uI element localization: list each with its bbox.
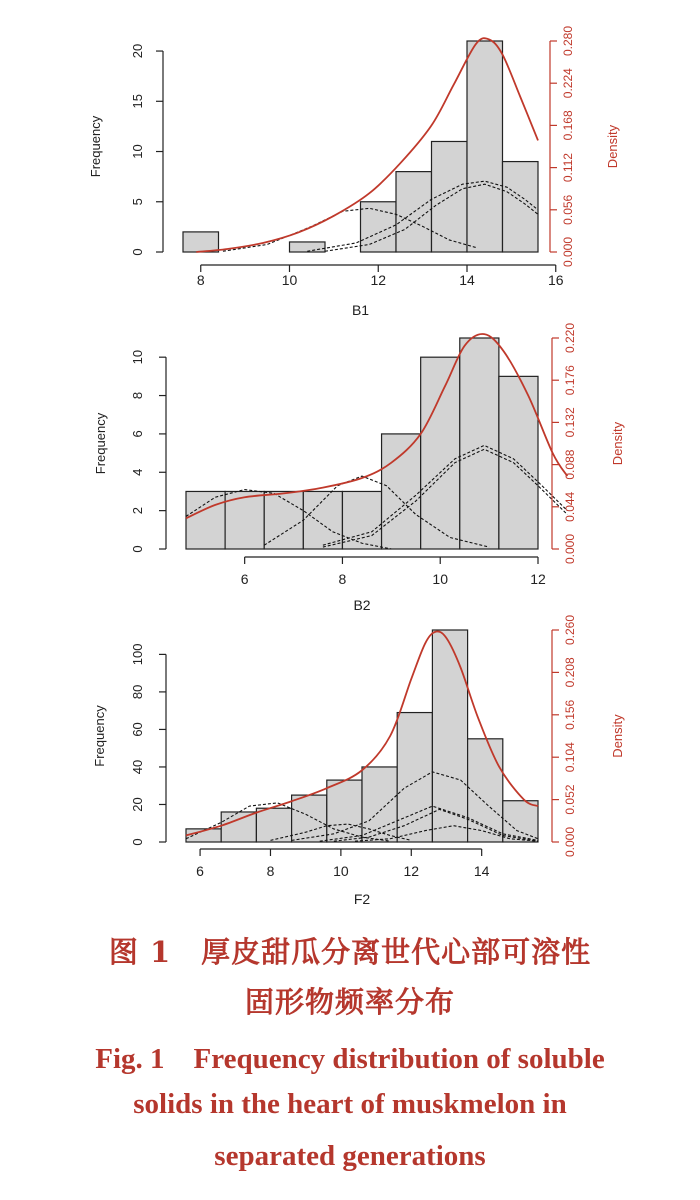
f2-bar-6 [397, 713, 432, 842]
b2-bar-0 [186, 491, 225, 549]
f2-y-tick-label-2: 40 [130, 759, 145, 775]
f2-bar-1 [221, 812, 256, 842]
f2-y2-tick-label-0: 0.000 [563, 826, 577, 858]
f2-bar-3 [292, 795, 327, 842]
b1-x-tick-label-1: 10 [281, 272, 298, 288]
b1-y2-tick-label-1: 0.056 [561, 194, 575, 225]
b2-y2-tick-label-2: 0.088 [563, 449, 577, 480]
f2-x-tick-label-1: 8 [266, 863, 275, 879]
b1-x-tick-label-3: 14 [459, 272, 475, 288]
b2-y2-tick-label-3: 0.132 [563, 407, 577, 438]
caption-chinese-line-1: 图 1 厚皮甜瓜分离世代心部可溶性 [108, 935, 592, 969]
b1-y-tick-label-4: 20 [130, 43, 145, 59]
f2-y-tick-label-0: 0 [130, 838, 145, 846]
b2-bar-5 [382, 434, 421, 549]
b1-y2-axis-label: Density [605, 124, 620, 169]
b2-x-axis-label: B2 [353, 597, 371, 613]
f2-y2-tick-label-4: 0.208 [563, 657, 577, 688]
caption-english-line-1: Fig. 1 Frequency distribution of soluble [95, 1043, 605, 1075]
f2-y-tick-label-5: 100 [130, 643, 145, 666]
b2-y2-tick-label-1: 0.044 [563, 491, 577, 522]
b1-y-tick-label-1: 5 [130, 198, 145, 206]
f2-y-tick-label-1: 20 [130, 797, 145, 812]
b1-bar-3 [290, 242, 326, 252]
f2-x-tick-label-4: 14 [473, 863, 490, 879]
b2-bar-3 [303, 491, 342, 549]
b2-y2-axis-label: Density [610, 421, 625, 466]
f2-y2-tick-label-5: 0.260 [563, 614, 577, 646]
b1-y2-tick-label-4: 0.224 [561, 68, 575, 99]
b1-y2-tick-label-0: 0.000 [561, 236, 575, 268]
f2-x-tick-label-0: 6 [196, 863, 204, 879]
f2-bar-7 [432, 630, 467, 842]
b2-y-tick-label-0: 0 [130, 545, 145, 553]
b2-y2-tick-label-5: 0.220 [563, 322, 577, 354]
b1-y-axis-label: Frequency [88, 115, 103, 178]
b2-y-tick-label-2: 4 [130, 468, 145, 476]
b1-y2-tick-label-2: 0.112 [561, 153, 575, 183]
b2-y2-tick-label-0: 0.000 [563, 533, 577, 565]
caption-english-line-3: separated generations [214, 1140, 486, 1172]
b1-x-tick-label-4: 16 [547, 272, 564, 288]
b2-y2-tick-label-4: 0.176 [563, 365, 577, 396]
f2-y2-tick-label-1: 0.052 [563, 784, 577, 815]
f2-y2-axis-label: Density [610, 714, 625, 758]
b2-y-tick-label-3: 6 [130, 430, 145, 438]
f2-x-axis-label: F2 [353, 891, 371, 907]
b1-bar-9 [503, 162, 539, 252]
f2-bar-8 [468, 739, 503, 842]
f2-bar-5 [362, 767, 397, 842]
b1-y-tick-label-0: 0 [130, 248, 145, 256]
b1-y-tick-label-3: 15 [130, 94, 145, 109]
b2-bar-4 [342, 491, 381, 549]
b2-x-tick-label-3: 12 [530, 571, 546, 587]
b2-y-tick-label-1: 2 [130, 507, 145, 515]
f2-y2-tick-label-3: 0.156 [563, 699, 577, 730]
f2-x-tick-label-2: 10 [333, 863, 349, 879]
b2-x-tick-label-1: 8 [338, 571, 347, 587]
b1-x-axis-label: B1 [351, 302, 370, 318]
b2-x-tick-label-2: 10 [432, 571, 449, 587]
f2-bar-4 [327, 780, 362, 842]
f2-y-tick-label-3: 60 [130, 722, 145, 737]
f2-y2-tick-label-2: 0.104 [563, 742, 577, 773]
b1-x-tick-label-2: 12 [370, 272, 387, 288]
b2-bar-2 [264, 491, 303, 549]
b1-y2-tick-label-5: 0.280 [561, 25, 575, 57]
b2-y-axis-label: Frequency [93, 412, 108, 475]
f2-y-tick-label-4: 80 [130, 684, 145, 700]
b1-x-tick-label-0: 8 [196, 272, 205, 288]
caption-english-line-2: solids in the heart of muskmelon in [133, 1088, 567, 1120]
b2-bar-6 [421, 357, 460, 549]
f2-y-axis-label: Frequency [92, 705, 107, 767]
b1-bar-8 [467, 41, 503, 252]
b2-bar-7 [460, 338, 499, 549]
b2-x-tick-label-0: 6 [240, 571, 249, 587]
b1-bar-0 [183, 232, 219, 252]
b1-y-tick-label-2: 10 [130, 144, 145, 159]
b2-y-tick-label-5: 10 [130, 349, 145, 365]
b1-y2-tick-label-3: 0.168 [561, 110, 575, 141]
b1-bar-7 [432, 141, 468, 252]
b2-y-tick-label-4: 8 [130, 391, 145, 400]
f2-x-tick-label-3: 12 [403, 863, 420, 879]
caption-chinese-line-2: 固形物频率分布 [244, 985, 455, 1019]
